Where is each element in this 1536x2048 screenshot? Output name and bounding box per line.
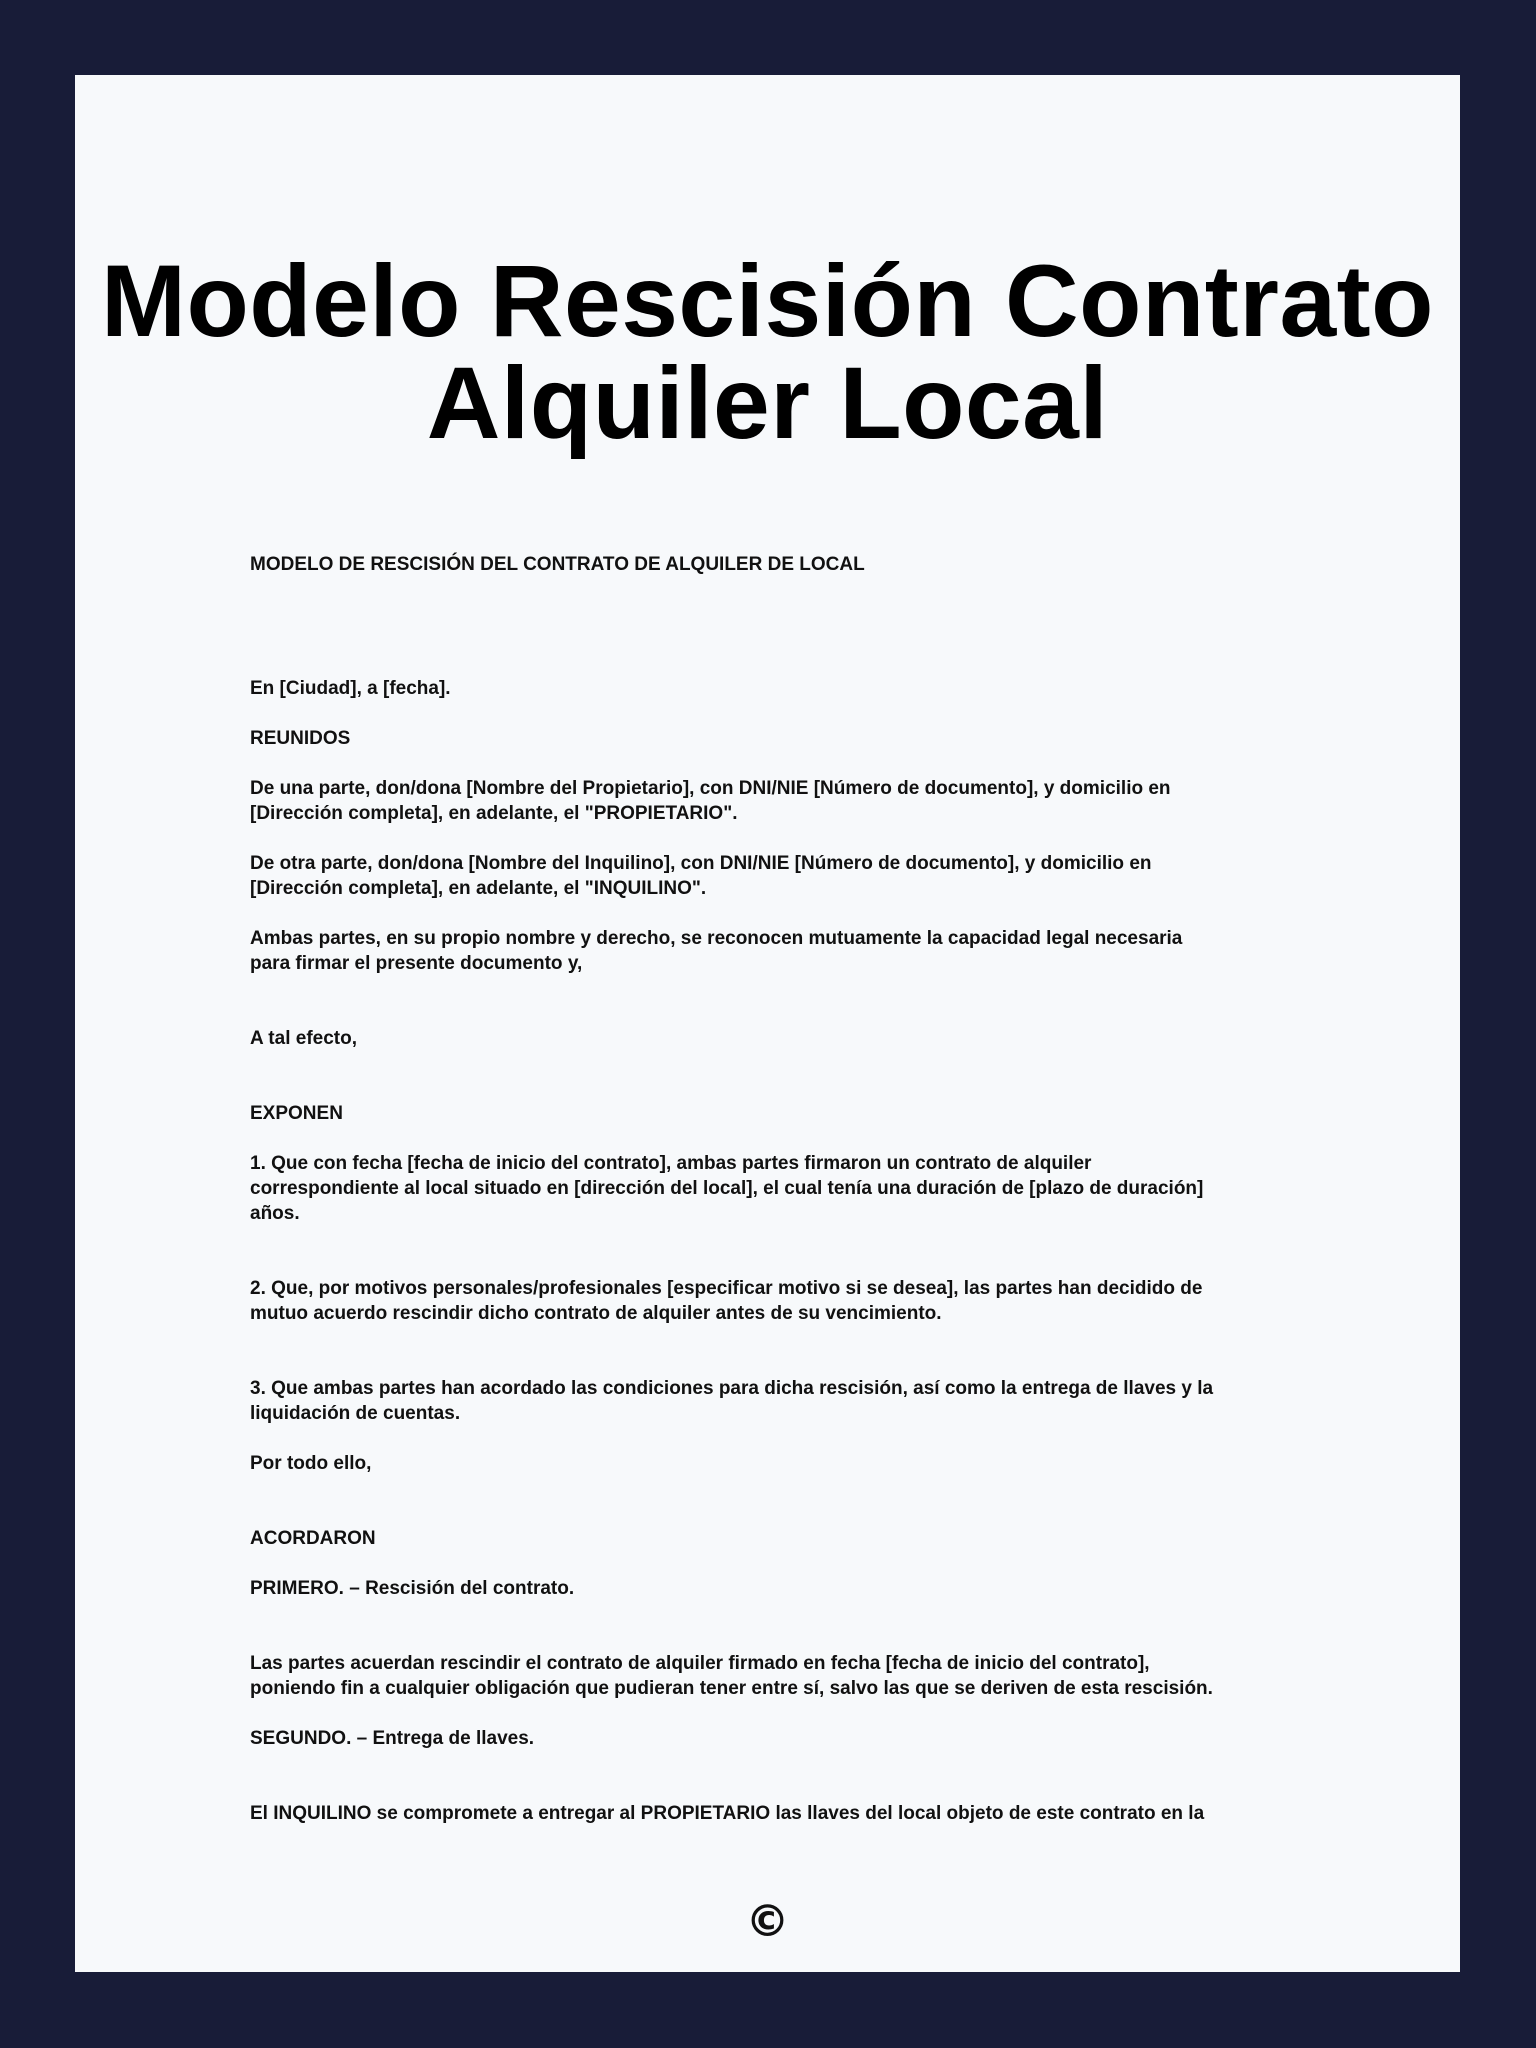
landlord-line-2: [Dirección completa], en adelante, el "PROPIETARIO". xyxy=(250,803,738,824)
document-title xyxy=(75,244,1460,460)
point-2-line-2: mutuo acuerdo rescindir dicho contrato de alquiler antes de su vencimiento. xyxy=(250,1303,942,1324)
document-title-line-1: Modelo Rescisión Contrato xyxy=(101,244,1434,358)
capacity-line-2: para firmar el presente documento y, xyxy=(250,953,583,974)
landlord-line-1: De una parte, don/dona [Nombre del Propietario], con DNI/NIE [Número de documento], y domicilio en xyxy=(250,778,1171,799)
tal-efecto-line: A tal efecto, xyxy=(250,1028,357,1049)
primero-line-1: Las partes acuerdan rescindir el contrato de alquiler firmado en fecha [fecha de inicio del contrato], xyxy=(250,1653,1150,1674)
point-1-line-1: 1. Que con fecha [fecha de inicio del contrato], ambas partes firmaron un contrato de alquiler xyxy=(250,1153,1092,1174)
document-page xyxy=(75,75,1460,1972)
city-date-line: En [Ciudad], a [fecha]. xyxy=(250,678,451,699)
point-3-line-2: liquidación de cuentas. xyxy=(250,1403,461,1424)
por-todo-line: Por todo ello, xyxy=(250,1453,372,1474)
point-2-line-1: 2. Que, por motivos personales/profesionales [especificar motivo si se desea], las partes han decidido de xyxy=(250,1278,1203,1299)
point-1-line-3: años. xyxy=(250,1203,300,1224)
document-title-line-2: Alquiler Local xyxy=(426,346,1109,460)
copyright-icon: © xyxy=(745,1896,790,1947)
tenant-line-2: [Dirección completa], en adelante, el "INQUILINO". xyxy=(250,878,707,899)
document-heading: MODELO DE RESCISIÓN DEL CONTRATO DE ALQUILER DE LOCAL xyxy=(250,554,865,575)
section-reunidos: REUNIDOS xyxy=(250,728,351,749)
tenant-line-1: De otra parte, don/dona [Nombre del Inquilino], con DNI/NIE [Número de documento], y domicilio en xyxy=(250,853,1152,874)
point-1-line-2: correspondiente al local situado en [dirección del local], el cual tenía una duración de [plazo de duración] xyxy=(250,1178,1204,1199)
primero-line-2: poniendo fin a cualquier obligación que pudieran tener entre sí, salvo las que se deriven de esta rescisión. xyxy=(250,1678,1213,1699)
segundo-line-1: El INQUILINO se compromete a entregar al PROPIETARIO las llaves del local objeto de este contrato en la xyxy=(250,1803,1205,1824)
clause-segundo-heading: SEGUNDO. – Entrega de llaves. xyxy=(250,1728,535,1749)
point-3-line-1: 3. Que ambas partes han acordado las condiciones para dicha rescisión, así como la entrega de llaves y la xyxy=(250,1378,1214,1399)
clause-primero-heading: PRIMERO. – Rescisión del contrato. xyxy=(250,1578,575,1599)
section-exponen: EXPONEN xyxy=(250,1103,343,1124)
capacity-line-1: Ambas partes, en su propio nombre y derecho, se reconocen mutuamente la capacidad legal necesaria xyxy=(250,928,1183,949)
section-acordaron: ACORDARON xyxy=(250,1528,376,1549)
